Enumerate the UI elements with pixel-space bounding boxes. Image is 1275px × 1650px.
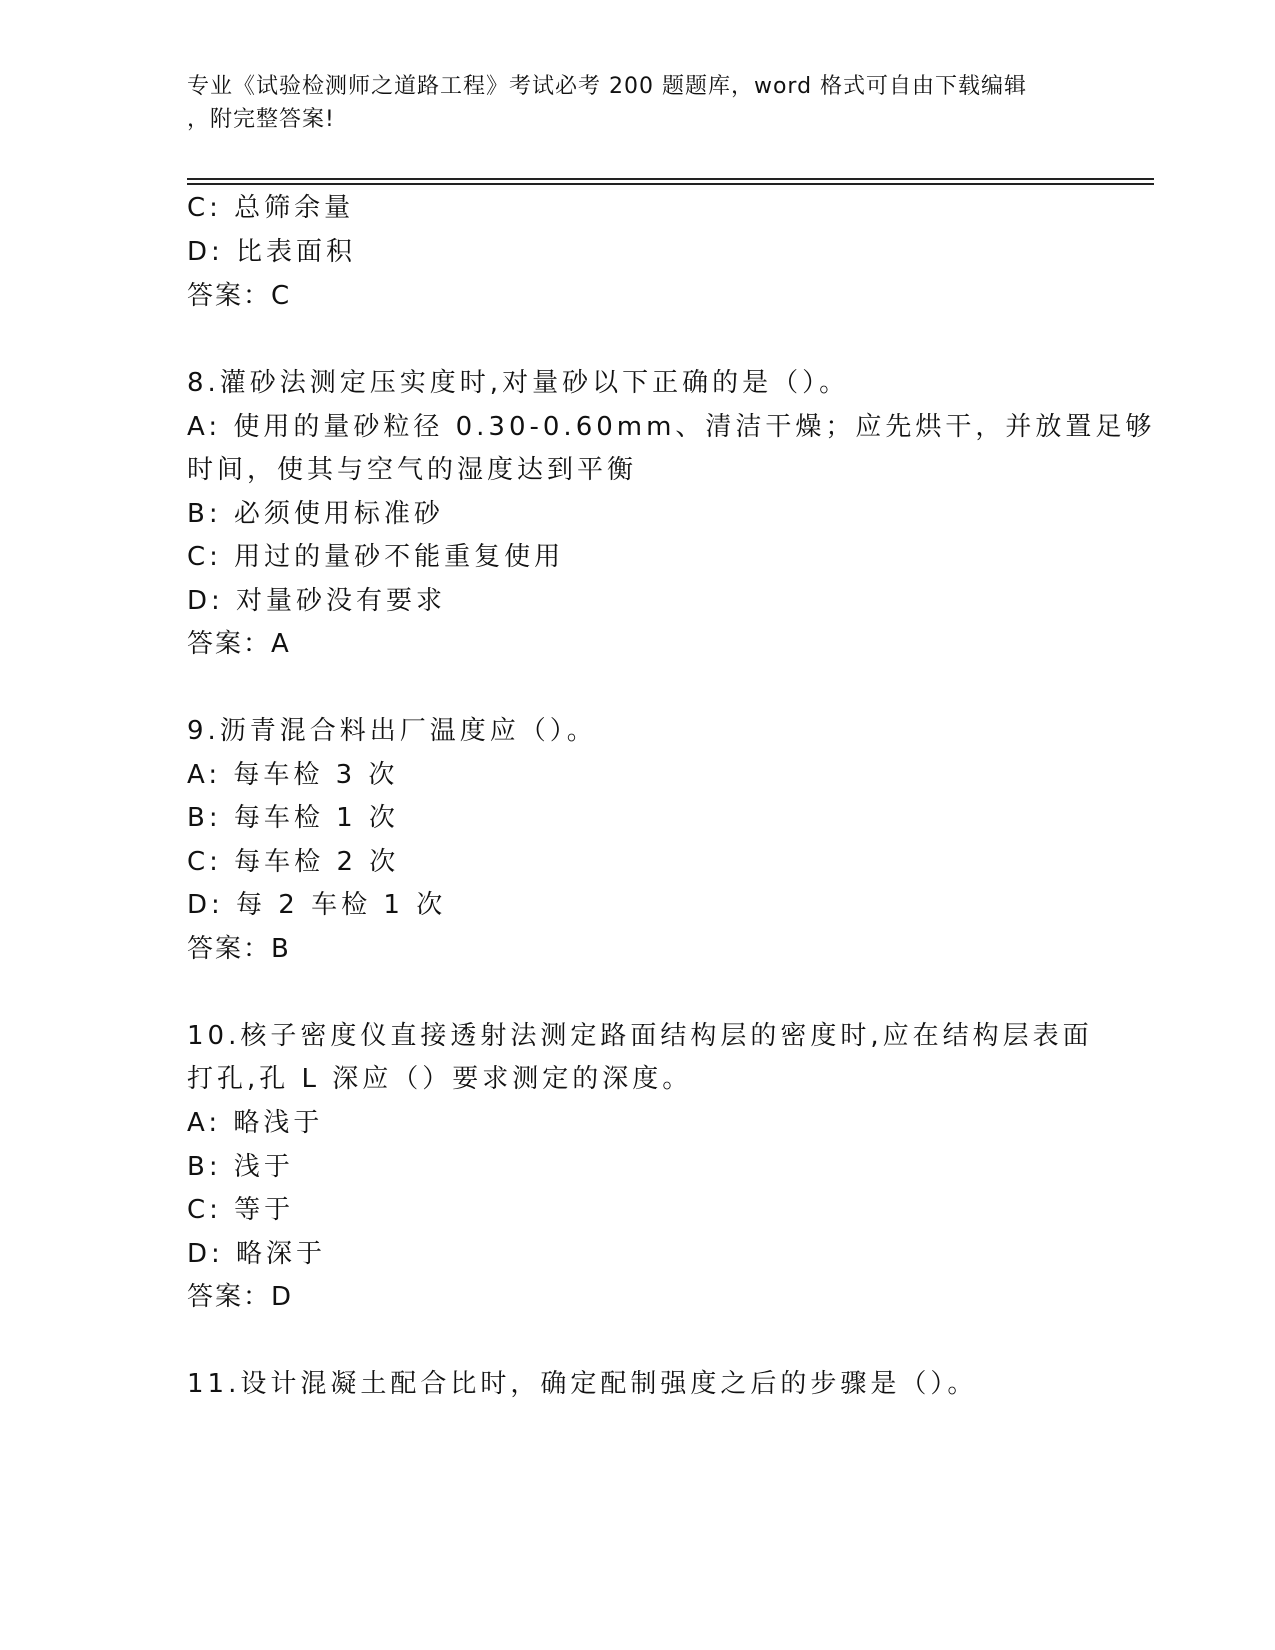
- q9-option-a: A: 每车检 3 次: [187, 760, 399, 790]
- answer-line: 答案：C: [187, 281, 292, 311]
- q9-option-d: D: 每 2 车检 1 次: [187, 890, 447, 920]
- question-9: 9.沥青混合料出厂温度应（）。: [187, 716, 597, 746]
- option-d: D: 比表面积: [187, 237, 357, 267]
- header-title-line1: 专业《试验检测师之道路工程》考试必考 200 题题库，word 格式可自由下载编辑: [187, 74, 1028, 99]
- question-11: 11.设计混凝土配合比时，确定配制强度之后的步骤是（）。: [187, 1369, 978, 1399]
- q8-option-a-line1: A: 使用的量砂粒径 0.30-0.60mm、清洁干燥；应先烘干，并放置足够: [187, 412, 1156, 442]
- q10-option-b: B: 浅于: [187, 1152, 294, 1182]
- q10-option-a: A: 略浅于: [187, 1108, 324, 1138]
- header-divider-top: [187, 178, 1154, 180]
- option-c: C: 总筛余量: [187, 193, 355, 223]
- q9-option-c: C: 每车检 2 次: [187, 847, 400, 877]
- q8-option-d: D: 对量砂没有要求: [187, 586, 447, 616]
- q8-option-b: B: 必须使用标准砂: [187, 499, 444, 529]
- q10-option-d: D: 略深于: [187, 1239, 327, 1269]
- q10-option-c: C: 等于: [187, 1195, 295, 1225]
- document-header: [187, 70, 1087, 136]
- question-8: 8.灌砂法测定压实度时,对量砂以下正确的是（）。: [187, 368, 850, 398]
- q10-answer: 答案：D: [187, 1282, 294, 1312]
- header-divider-bottom: [187, 183, 1154, 185]
- header-title-line2: ，附完整答案!: [187, 107, 335, 132]
- q9-option-b: B: 每车检 1 次: [187, 803, 399, 833]
- question-10-line1: 10.核子密度仪直接透射法测定路面结构层的密度时,应在结构层表面: [187, 1021, 1093, 1051]
- q8-answer: 答案：A: [187, 629, 291, 659]
- question-10-line2: 打孔,孔 L 深应（）要求测定的深度。: [187, 1064, 693, 1094]
- q9-answer: 答案：B: [187, 934, 291, 964]
- q8-option-a-line2: 时间，使其与空气的湿度达到平衡: [187, 455, 638, 485]
- q8-option-c: C: 用过的量砂不能重复使用: [187, 542, 565, 572]
